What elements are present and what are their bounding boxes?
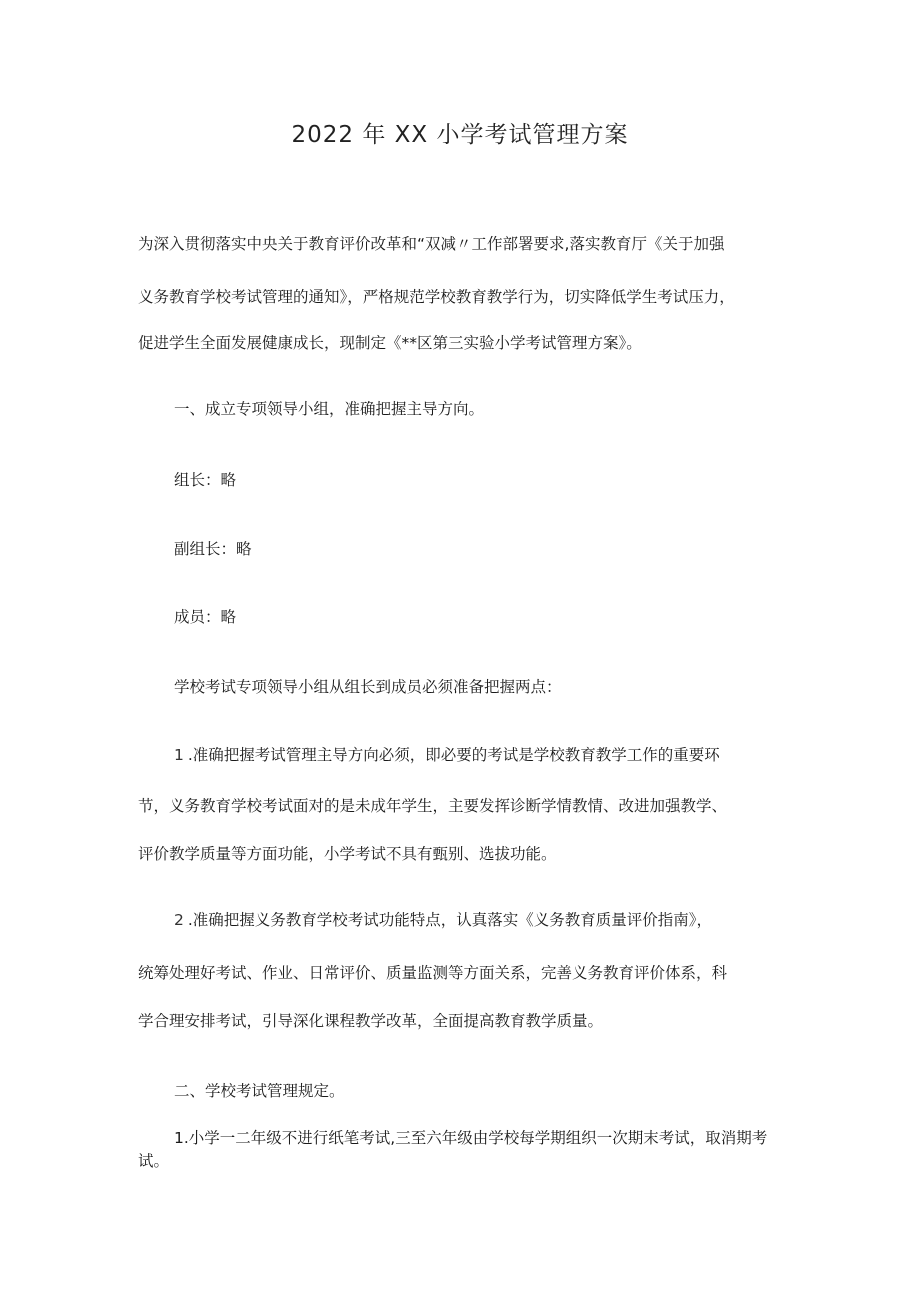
section-1-heading: 一、成立专项领导小组，准确把握主导方向。 [174,400,485,418]
intro-line-3: 促进学生全面发展健康成长，现制定《**区第三实验小学考试管理方案》。 [138,334,642,352]
document-title: 2022 年 XX 小学考试管理方案 [291,122,629,148]
members-line: 成员：略 [174,608,237,626]
section-2-heading: 二、学校考试管理规定。 [174,1082,345,1100]
intro-line-2: 义务教育学校考试管理的通知》，严格规范学校教育教学行为，切实降低学生考试压力， [138,288,735,306]
point-1-text: .准确把握考试管理主导方向必须，即必要的考试是学校教育教学工作的重要环 [187,746,720,764]
point-1-line-2: 节，义务教育学校考试面对的是未成年学生，主要发挥诊断学情教情、改进加强教学、 [138,797,728,815]
intro-line-1: 为深入贯彻落实中央关于教育评价改革和“双减〃工作部署要求,落实教育厅《关于加强 [138,235,725,253]
rule-1-paragraph: 1.小学一二年级不进行纸笔考试,三至六年级由学校每学期组织一次期末考试，取消期考试。 [138,1129,768,1170]
point-2-line-1 [174,909,712,931]
vice-leader-line: 副组长：略 [174,540,252,558]
point-1-line-3: 评价教学质量等方面功能，小学考试不具有甄别、选拔功能。 [138,845,557,863]
point-1-line-1 [174,744,720,766]
leader-line: 组长：略 [174,471,237,489]
point-2-line-2: 统筹处理好考试、作业、日常评价、质量监测等方面关系，完善义务教育评价体系，科 [138,964,728,982]
two-points-intro: 学校考试专项领导小组从组长到成员必须准备把握两点： [174,678,562,696]
point-1-number: 1 [174,746,184,764]
point-2-number: 2 [174,911,184,929]
point-2-line-3: 学合理安排考试，引导深化课程教学改革，全面提高教育教学质量。 [138,1012,604,1030]
point-2-text: .准确把握义务教育学校考试功能特点，认真落实《义务教育质量评价指南》， [187,911,713,929]
